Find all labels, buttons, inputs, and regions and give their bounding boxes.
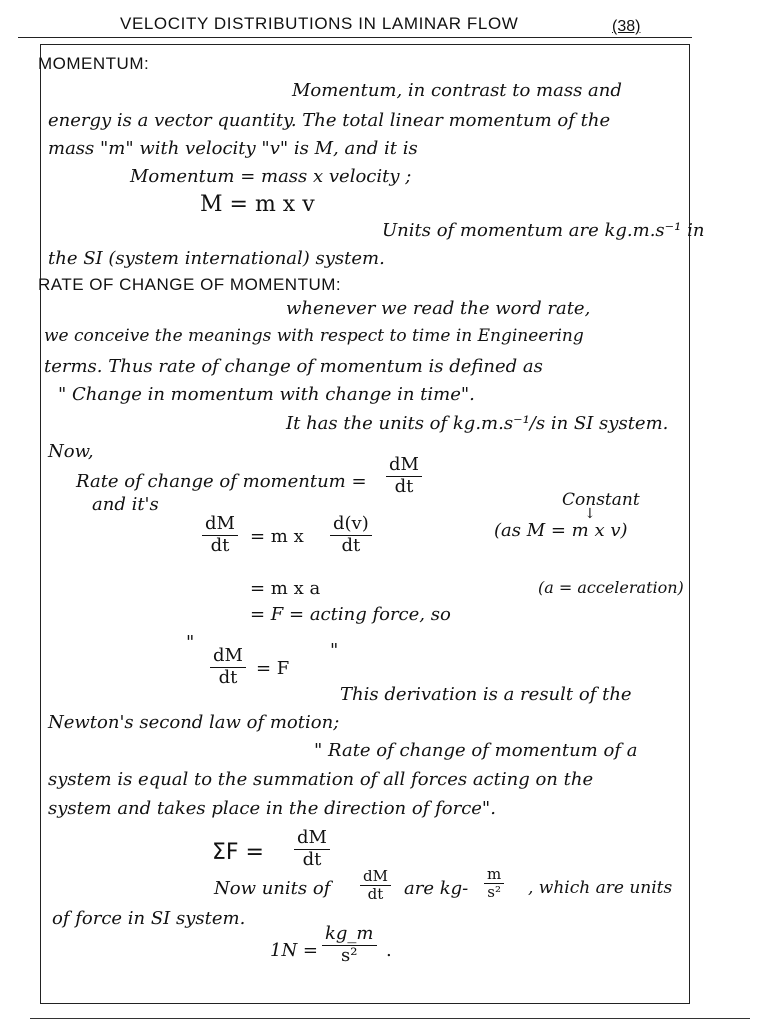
- denominator: s²: [487, 883, 501, 902]
- text-line: mass "m" with velocity "v" is M, and it is: [48, 138, 418, 159]
- text-rate-label: Rate of change of momentum =: [76, 471, 367, 492]
- text-and-its: and it's: [92, 494, 159, 515]
- denominator: dt: [210, 534, 230, 556]
- formula-momentum: M = m x v: [200, 192, 315, 217]
- note-acceleration: (a = acceleration): [538, 578, 684, 597]
- text-eq-m-x: = m x: [250, 526, 304, 547]
- numerator: m: [484, 866, 504, 884]
- text-one-newton: 1N =: [270, 940, 319, 961]
- text-line-ma: = m x a: [250, 578, 321, 599]
- text-now: Now,: [48, 441, 94, 462]
- text-line: " Change in momentum with change in time".: [58, 384, 475, 405]
- text-line: Newton's second law of motion;: [48, 712, 340, 733]
- note-as-M: (as M = m x v): [494, 520, 628, 541]
- fraction-dM-dt: [294, 828, 330, 870]
- text-units-line2: of force in SI system.: [52, 908, 246, 929]
- text-line: This derivation is a result of the: [340, 684, 632, 705]
- header-rule: [18, 37, 692, 38]
- numerator: dM: [386, 455, 422, 477]
- denominator: dt: [218, 666, 238, 688]
- bottom-rule: [30, 1018, 750, 1019]
- close-quote: ": [330, 640, 339, 661]
- text-line-f: = F = acting force, so: [250, 604, 451, 625]
- numerator: kg_m: [322, 924, 377, 946]
- text-line: " Rate of change of momentum of a: [314, 740, 638, 761]
- text-line: Units of momentum are kg.m.s⁻¹ in: [382, 220, 705, 241]
- numerator: d(v): [330, 514, 372, 536]
- page-number: (38): [612, 18, 641, 35]
- numerator: dM: [360, 868, 391, 886]
- text-line: terms. Thus rate of change of momentum is defined as: [44, 356, 543, 377]
- text-line: the SI (system international) system.: [48, 248, 385, 269]
- fraction-dM-dt: [202, 514, 238, 556]
- text-line: whenever we read the word rate,: [286, 298, 591, 319]
- formula-momentum-words: Momentum = mass x velocity ;: [130, 166, 412, 187]
- section-heading-momentum: MOMENTUM:: [38, 54, 150, 73]
- text-units-prefix: Now units of: [214, 878, 331, 899]
- fraction-dM-dt-small: [360, 868, 391, 904]
- denominator: s²: [341, 944, 358, 966]
- fraction-dM-dt: [210, 646, 246, 688]
- denominator: dt: [302, 848, 322, 870]
- denominator: dt: [367, 885, 384, 904]
- period: .: [386, 940, 392, 961]
- numerator: dM: [202, 514, 238, 536]
- text-line: system and takes place in the direction of force".: [48, 798, 496, 819]
- text-line: Momentum, in contrast to mass and: [292, 80, 622, 101]
- text-units-are: are kg-: [404, 878, 469, 899]
- text-line: system is equal to the summation of all forces acting on the: [48, 769, 594, 790]
- fraction-dM-dt: [386, 455, 422, 497]
- fraction-m-s2: [484, 866, 504, 902]
- numerator: dM: [210, 646, 246, 668]
- arrow-down-icon: ↓: [584, 506, 596, 522]
- text-sum-f: ΣF =: [212, 840, 264, 865]
- numerator: dM: [294, 828, 330, 850]
- note-constant: Constant: [562, 490, 640, 510]
- page-header-title: VELOCITY DISTRIBUTIONS IN LAMINAR FLOW: [120, 14, 519, 33]
- denominator: dt: [394, 475, 414, 497]
- text-units-suffix: , which are units: [528, 878, 673, 898]
- text-line: energy is a vector quantity. The total linear momentum of the: [48, 110, 611, 131]
- open-quote: ": [186, 632, 195, 653]
- denominator: dt: [341, 534, 361, 556]
- text-line: It has the units of kg.m.s⁻¹/s in SI system.: [286, 413, 669, 434]
- text-eq-f: = F: [256, 658, 290, 679]
- text-line: we conceive the meanings with respect to time in Engineering: [44, 326, 584, 346]
- fraction-dv-dt: [330, 514, 372, 556]
- fraction-kgm-s2: [322, 924, 377, 966]
- section-heading-rate: RATE OF CHANGE OF MOMENTUM:: [38, 275, 342, 294]
